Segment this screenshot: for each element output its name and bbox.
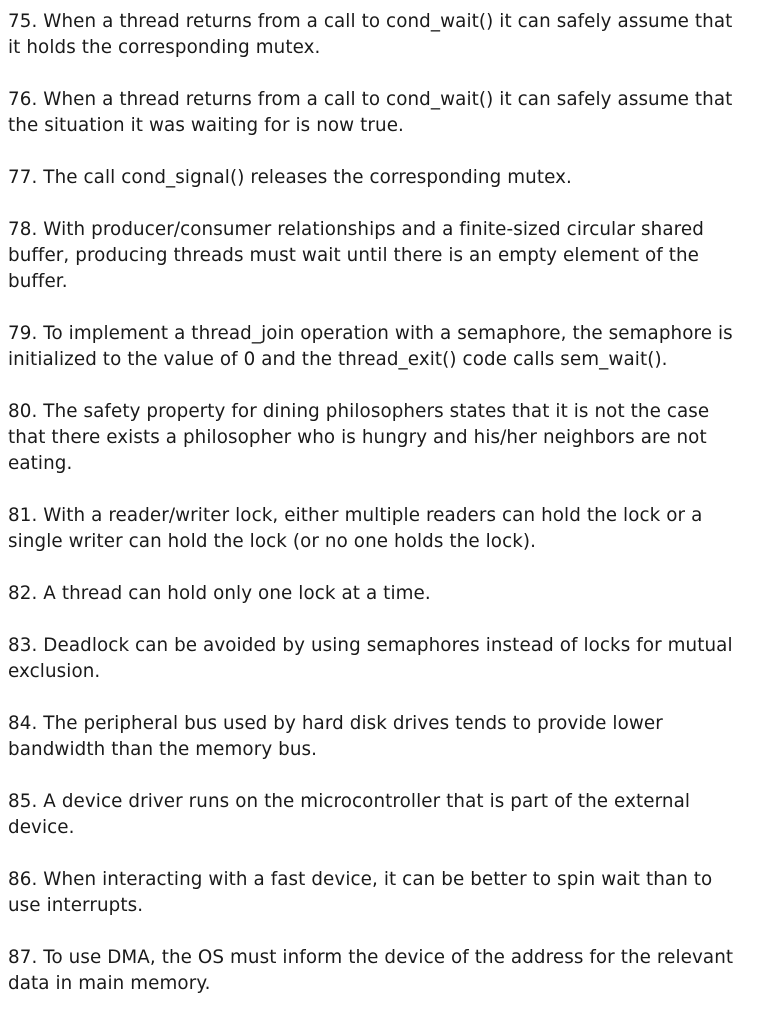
question-number: 86. <box>8 869 38 890</box>
question-77 <box>8 165 750 191</box>
question-82 <box>8 581 750 607</box>
question-list <box>8 9 750 1023</box>
question-text: The safety property for dining philosophers states that it is not the case that there exists a philosopher who is hungry and his/her neighbors are not eating. <box>8 401 710 474</box>
question-number: 76. <box>8 89 38 110</box>
question-text: Deadlock can be avoided by using semaphores instead of locks for mutual exclusion. <box>8 635 733 682</box>
question-86 <box>8 867 750 919</box>
question-number: 87. <box>8 947 38 968</box>
question-text: With producer/consumer relationships and a finite-sized circular shared buffer, producing threads must wait until there is an empty element of the buffer. <box>8 219 704 292</box>
question-text: When interacting with a fast device, it can be better to spin wait than to use interrupts. <box>8 869 713 916</box>
question-80 <box>8 399 750 477</box>
question-number: 81. <box>8 505 38 526</box>
question-87 <box>8 945 750 997</box>
question-text: When a thread returns from a call to cond_wait() it can safely assume that it holds the corresponding mutex. <box>8 11 733 58</box>
question-85 <box>8 789 750 841</box>
question-text: A thread can hold only one lock at a time. <box>43 583 431 604</box>
question-text: To use DMA, the OS must inform the device of the address for the relevant data in main memory. <box>8 947 734 994</box>
question-84 <box>8 711 750 763</box>
question-number: 84. <box>8 713 38 734</box>
question-number: 82. <box>8 583 38 604</box>
question-number: 75. <box>8 11 38 32</box>
question-79 <box>8 321 750 373</box>
question-76 <box>8 87 750 139</box>
question-text: A device driver runs on the microcontroller that is part of the external device. <box>8 791 691 838</box>
question-text: The peripheral bus used by hard disk drives tends to provide lower bandwidth than the memory bus. <box>8 713 663 760</box>
question-83 <box>8 633 750 685</box>
question-number: 78. <box>8 219 38 240</box>
question-75 <box>8 9 750 61</box>
question-number: 79. <box>8 323 38 344</box>
question-text: The call cond_signal() releases the corresponding mutex. <box>43 167 572 188</box>
question-text: To implement a thread_join operation with a semaphore, the semaphore is initialized to the value of 0 and the thread_exit() code calls sem_wait(). <box>8 323 733 370</box>
question-text: With a reader/writer lock, either multiple readers can hold the lock or a single writer can hold the lock (or no one holds the lock). <box>8 505 703 552</box>
question-number: 77. <box>8 167 38 188</box>
question-text: When a thread returns from a call to cond_wait() it can safely assume that the situation it was waiting for is now true. <box>8 89 733 136</box>
question-78 <box>8 217 750 295</box>
question-number: 80. <box>8 401 38 422</box>
question-number: 83. <box>8 635 38 656</box>
question-81 <box>8 503 750 555</box>
question-number: 85. <box>8 791 38 812</box>
